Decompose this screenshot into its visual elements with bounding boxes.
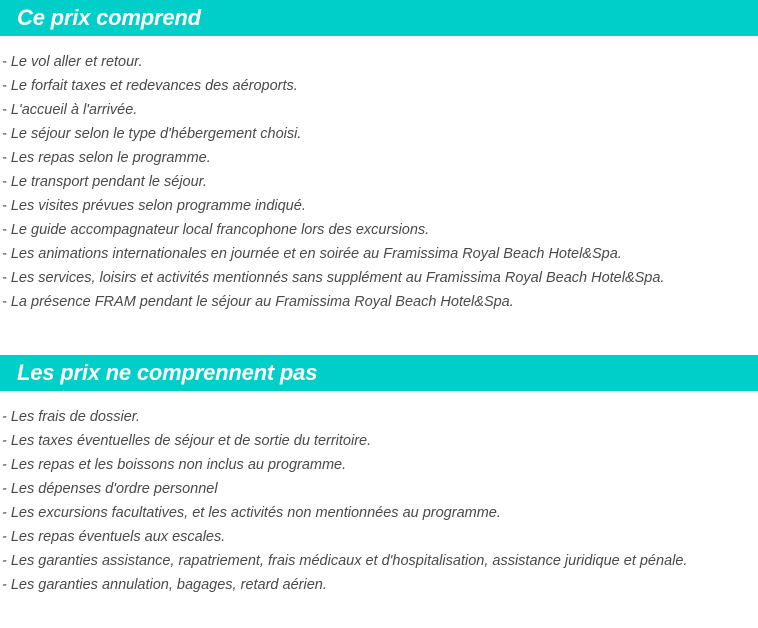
section-title-included: Ce prix comprend: [17, 5, 201, 30]
list-item: - Les services, loisirs et activités mentionnés sans supplément au Framissima Royal Beach Hotel&Spa.: [2, 270, 665, 286]
list-item: - Le vol aller et retour.: [2, 54, 143, 70]
list-item: - Le transport pendant le séjour.: [2, 174, 208, 190]
excluded-list: [0, 391, 758, 597]
list-item: - Le guide accompagnateur local francophone lors des excursions.: [2, 222, 430, 238]
list-item: - Les visites prévues selon programme indiqué.: [2, 198, 306, 214]
list-item: - Les repas éventuels aux escales.: [2, 529, 226, 545]
list-item: - Les frais de dossier.: [2, 409, 141, 425]
section-title-excluded: Les prix ne comprennent pas: [17, 360, 318, 385]
list-item: - Les garanties assistance, rapatriement, frais médicaux et d'hospitalisation, assistance juridique et pénale.: [2, 553, 688, 569]
list-item: - Les repas selon le programme.: [2, 150, 211, 166]
list-item: - La présence FRAM pendant le séjour au Framissima Royal Beach Hotel&Spa.: [2, 294, 514, 310]
included-list: [0, 36, 758, 314]
section-header-included: [0, 0, 758, 36]
list-item: - Les excursions facultatives, et les activités non mentionnées au programme.: [2, 505, 501, 521]
list-item: - Les repas et les boissons non inclus au programme.: [2, 457, 347, 473]
list-item: - Les garanties annulation, bagages, retard aérien.: [2, 577, 327, 593]
section-header-excluded: [0, 355, 758, 391]
list-item: - Les animations internationales en journée et en soirée au Framissima Royal Beach Hotel&Spa.: [2, 246, 622, 262]
list-item: - L'accueil à l'arrivée.: [2, 102, 138, 118]
section-divider-spacer: [0, 314, 758, 355]
section-price-excluded: [0, 355, 758, 597]
list-item: - Les taxes éventuelles de séjour et de sortie du territoire.: [2, 433, 372, 449]
list-item: - Les dépenses d'ordre personnel: [2, 481, 218, 497]
list-item: - Le séjour selon le type d'hébergement choisi.: [2, 126, 302, 142]
list-item: - Le forfait taxes et redevances des aéroports.: [2, 78, 298, 94]
